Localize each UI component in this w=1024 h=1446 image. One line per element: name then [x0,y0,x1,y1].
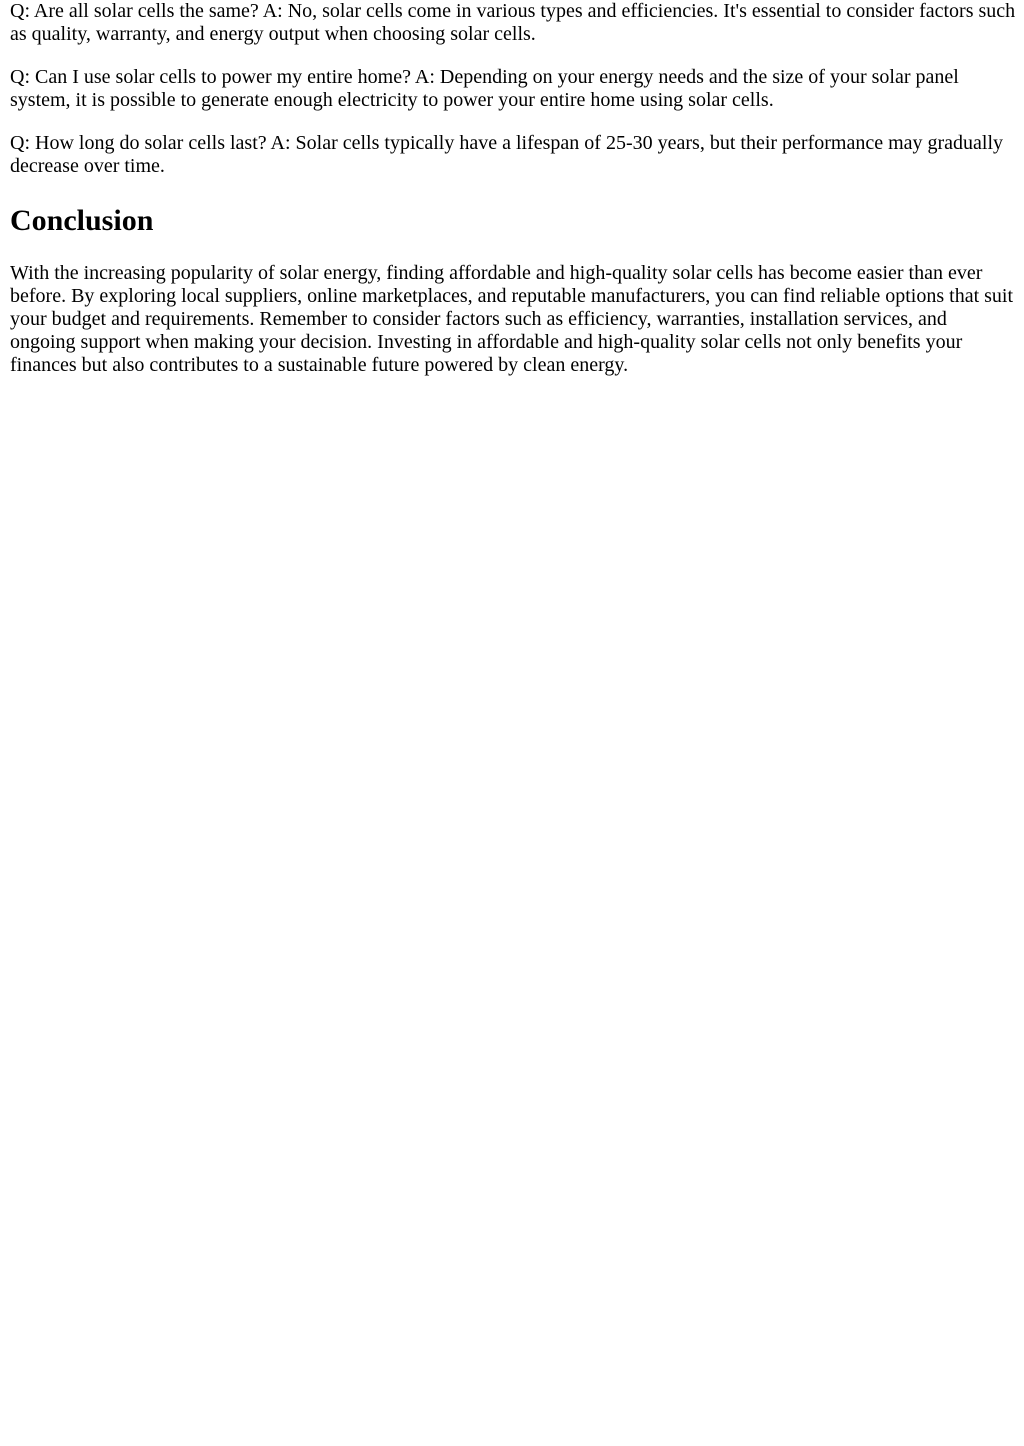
faq-item-solar-cell-lifespan: Q: How long do solar cells last? A: Solar cells typically have a lifespan of 25-30 years, but their performance may gradually decrease over time. [10,132,1004,177]
conclusion-paragraph: With the increasing popularity of solar energy, finding affordable and high-quality solar cells has become easier than ever before. By exploring local suppliers, online marketplaces, and reputable manufacturers, you can find reliable options that suit your budget and requirements. Remember to consider factors such as efficiency, warranties, installation services, and ongoing support when making your decision. Investing in affordable and high-quality solar cells not only benefits your finances but also contributes to a sustainable future powered by clean energy. [10,262,1014,376]
faq-section [10,0,1016,178]
conclusion-section [10,204,1016,377]
conclusion-heading: Conclusion [10,204,154,237]
article-content [10,0,1016,377]
faq-item-power-entire-home: Q: Can I use solar cells to power my entire home? A: Depending on your energy needs and the size of your solar panel system, it is possible to generate enough electricity to power your entire home using solar cells. [10,66,959,111]
faq-item-solar-cells-same: Q: Are all solar cells the same? A: No, solar cells come in various types and efficiencies. It's essential to consider factors such as quality, warranty, and energy output when choosing solar cells. [10,0,1016,45]
